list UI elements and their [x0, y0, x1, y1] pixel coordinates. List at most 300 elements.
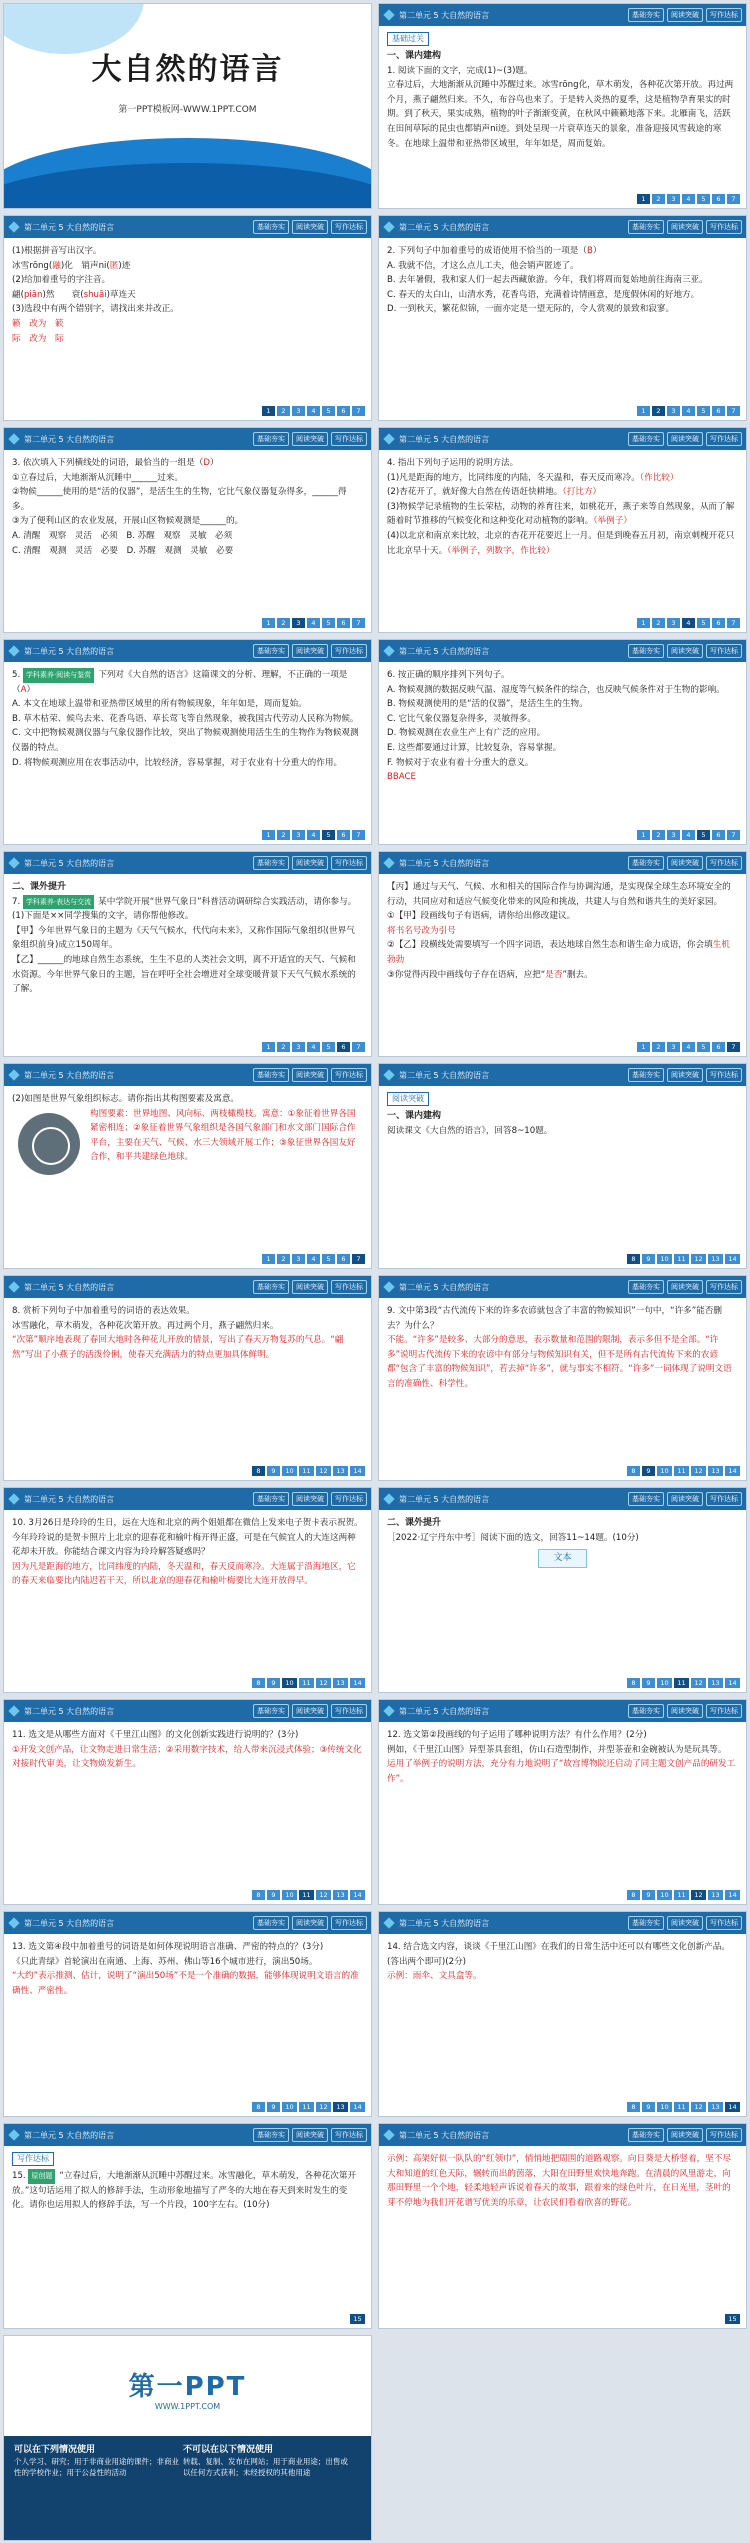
page-button[interactable]: 10 — [657, 1466, 672, 1476]
page-button[interactable]: 1 — [637, 830, 650, 840]
page-button[interactable]: 9 — [642, 1466, 655, 1476]
tab-basic[interactable]: 基础夯实 — [253, 1068, 289, 1082]
page-button[interactable]: 13 — [333, 1466, 348, 1476]
page-button[interactable]: 1 — [262, 1042, 275, 1052]
page-button[interactable]: 5 — [697, 1042, 710, 1052]
tab-reading[interactable]: 阅读突破 — [292, 2128, 328, 2142]
page-button[interactable]: 1 — [637, 1042, 650, 1052]
slide-header — [4, 640, 371, 662]
page-button[interactable]: 14 — [725, 1254, 740, 1264]
page-button[interactable]: 4 — [682, 1042, 695, 1052]
page-button[interactable]: 2 — [652, 194, 665, 204]
page-button[interactable]: 11 — [299, 1466, 314, 1476]
tab-basic[interactable]: 基础夯实 — [253, 644, 289, 658]
tab-writing[interactable]: 写作达标 — [706, 432, 742, 446]
page-button[interactable]: 2 — [652, 830, 665, 840]
unit-title: 第二单元 5 大自然的语言 — [24, 1494, 115, 1504]
unit-title: 第二单元 5 大自然的语言 — [399, 1494, 490, 1504]
page-button[interactable]: 12 — [316, 2102, 331, 2112]
page-button[interactable]: 10 — [282, 1890, 297, 1900]
page-button[interactable]: 9 — [267, 1678, 280, 1688]
slide-header — [379, 1912, 746, 1934]
answer: 将书名号改为引号 — [387, 925, 456, 936]
page-button[interactable]: 4 — [307, 830, 320, 840]
question: 5. 学科素养·阅读与鉴赏 下列对《大自然的语言》这篇课文的分析、理解，不正确的一项是（A） — [12, 670, 348, 695]
page-button[interactable]: 5 — [697, 830, 710, 840]
tab-writing[interactable]: 写作达标 — [706, 8, 742, 22]
tab-reading[interactable]: 阅读突破 — [292, 1280, 328, 1294]
tab-writing[interactable]: 写作达标 — [331, 1068, 367, 1082]
page-button[interactable]: 5 — [697, 194, 710, 204]
page-button[interactable]: 1 — [637, 194, 650, 204]
page-button[interactable]: 5 — [697, 618, 710, 628]
slide-5 — [3, 427, 372, 633]
page-button[interactable]: 1 — [262, 406, 275, 416]
tab-writing[interactable]: 写作达标 — [706, 856, 742, 870]
page-button[interactable]: 7 — [727, 830, 740, 840]
page-button[interactable]: 11 — [674, 1890, 689, 1900]
page-button[interactable]: 10 — [282, 2102, 297, 2112]
page-button[interactable]: 5 — [322, 830, 335, 840]
page-button[interactable]: 3 — [667, 830, 680, 840]
page-button[interactable]: 4 — [307, 406, 320, 416]
page-button[interactable]: 15 — [350, 2314, 365, 2324]
pager — [627, 1254, 740, 1264]
tab-writing[interactable]: 写作达标 — [331, 1704, 367, 1718]
page-button[interactable]: 4 — [307, 1254, 320, 1264]
unit-title: 第二单元 5 大自然的语言 — [399, 2130, 490, 2140]
page-button[interactable]: 7 — [352, 406, 365, 416]
page-button[interactable]: 9 — [642, 2102, 655, 2112]
page-button[interactable]: 13 — [708, 1678, 723, 1688]
page-button[interactable]: 11 — [299, 1678, 314, 1688]
page-button[interactable]: 8 — [627, 1890, 640, 1900]
slide-11 — [3, 1063, 372, 1269]
diamond-icon — [8, 221, 19, 232]
tab-reading[interactable]: 阅读突破 — [667, 2128, 703, 2142]
diamond-icon — [383, 1069, 394, 1080]
page-button[interactable]: 11 — [299, 2102, 314, 2112]
tab-reading[interactable]: 阅读突破 — [667, 1068, 703, 1082]
page-button[interactable]: 8 — [627, 1466, 640, 1476]
page-button[interactable]: 4 — [307, 618, 320, 628]
page-button[interactable]: 3 — [292, 830, 305, 840]
slide-header — [4, 2124, 371, 2146]
tab-basic[interactable]: 基础夯实 — [628, 432, 664, 446]
tab-basic[interactable]: 基础夯实 — [628, 1280, 664, 1294]
tab-writing[interactable]: 写作达标 — [331, 1916, 367, 1930]
page-button[interactable]: 2 — [652, 618, 665, 628]
instruction: 阅读课文《大自然的语言》，回答8~10题。 — [387, 1125, 553, 1136]
slide-15 — [3, 1487, 372, 1693]
tab-writing[interactable]: 写作达标 — [331, 856, 367, 870]
unit-title: 第二单元 5 大自然的语言 — [24, 222, 115, 232]
slide-20 — [378, 1911, 747, 2117]
page-button[interactable]: 4 — [682, 406, 695, 416]
page-button[interactable]: 6 — [712, 406, 725, 416]
question: 15. 原创题 “立春过后，大地渐渐从沉睡中苏醒过来。冰雪融化，草木萌发，各种花次第开放。”这句话运用了拟人的修辞手法，生动形象地描写了严冬的大地在春天到来时发生的变化。请你也运用拟人的修辞手法，写一个片段，100字左右。(10分) — [12, 2171, 357, 2211]
sentence: F. 物候对于农业有着十分重大的意义。 — [387, 757, 534, 768]
page-button[interactable]: 4 — [307, 1042, 320, 1052]
sentence: C. 它比气象仪器复杂得多，灵敏得多。 — [387, 713, 536, 724]
diamond-icon — [8, 433, 19, 444]
slide-grid — [3, 3, 747, 2541]
page-button[interactable]: 13 — [333, 2102, 348, 2112]
page-button[interactable]: 13 — [333, 1678, 348, 1688]
page-button[interactable]: 12 — [691, 1254, 706, 1264]
tab-basic[interactable]: 基础夯实 — [628, 1068, 664, 1082]
slide-body — [387, 1092, 738, 1250]
slide-body — [387, 1516, 738, 1674]
page-button[interactable]: 6 — [712, 830, 725, 840]
cover-subtitle: 第一PPT模板网-WWW.1PPT.COM — [118, 105, 257, 115]
page-button[interactable]: 10 — [282, 1466, 297, 1476]
brand-url: WWW.1PPT.COM — [154, 2402, 221, 2411]
tab-basic[interactable]: 基础夯实 — [628, 1704, 664, 1718]
question: 2. 下列句子中加着重号的成语使用不恰当的一项是（B） — [387, 246, 602, 256]
passage: 立春过后，大地渐渐从沉睡中苏醒过来。冰雪rōng化，草木萌发，各种花次第开放。再过两个月，燕子翩然归来。不久，布谷鸟也来了。于是转入炎热的夏季，这是植物孕育果实的时期。到了秋天，果实成熟，植物的叶子渐渐变黄，在秋风中籁籁地落下来。北雁南飞，活跃在田间草际的昆虫也都销声ni迹。到处呈现一片衰草连天的景象，准备迎接风雪载途的寒冬。在地球上温带和亚热带区域里，年年如是，周而复始。 — [387, 80, 734, 149]
text-button[interactable]: 文本 — [538, 1549, 586, 1568]
pager — [627, 2102, 740, 2112]
tab-reading[interactable]: 阅读突破 — [667, 432, 703, 446]
page-button[interactable]: 6 — [337, 830, 350, 840]
page-button[interactable]: 6 — [337, 1042, 350, 1052]
page-button[interactable]: 13 — [708, 2102, 723, 2112]
tab-reading[interactable]: 阅读突破 — [667, 1916, 703, 1930]
forbidden-column: 不可以在以下情况使用 转载、复制、发布在网站；用于商业用途；出售或以任何方式获利；未经授权的其他用途 — [182, 2445, 348, 2477]
tab-writing[interactable]: 写作达标 — [331, 432, 367, 446]
page-button[interactable]: 9 — [267, 2102, 280, 2112]
page-button[interactable]: 3 — [292, 1254, 305, 1264]
tab-writing[interactable]: 写作达标 — [706, 1916, 742, 1930]
page-button[interactable]: 12 — [691, 1890, 706, 1900]
tab-reading[interactable]: 阅读突破 — [292, 1704, 328, 1718]
page-button[interactable]: 2 — [277, 1254, 290, 1264]
diamond-icon — [383, 433, 394, 444]
tab-basic[interactable]: 基础夯实 — [628, 220, 664, 234]
page-button[interactable]: 1 — [262, 830, 275, 840]
slide-13 — [3, 1275, 372, 1481]
tab-basic[interactable]: 基础夯实 — [253, 1916, 289, 1930]
tab-reading[interactable]: 阅读突破 — [667, 220, 703, 234]
tab-reading[interactable]: 阅读突破 — [667, 1704, 703, 1718]
page-button[interactable]: 2 — [277, 406, 290, 416]
page-button[interactable]: 14 — [350, 2102, 365, 2112]
paragraph: 【丙】通过与天气、气候、水和相关的国际合作与协调沟通，是实现保全球生态环境安全的行动，共同应对和适应气候变化带来的风险和挑战，共建人与自然和谐共生的美好家园。 — [387, 882, 731, 907]
slide-body — [387, 668, 738, 826]
tab-writing[interactable]: 写作达标 — [706, 1492, 742, 1506]
section-heading: 二、课外提升 — [12, 882, 67, 892]
page-button[interactable]: 3 — [292, 406, 305, 416]
tab-reading[interactable]: 阅读突破 — [292, 1916, 328, 1930]
page-button[interactable]: 6 — [712, 618, 725, 628]
question: 4. 指出下列句子运用的说明方法。 — [387, 458, 519, 468]
page-button[interactable]: 1 — [262, 618, 275, 628]
page-button[interactable]: 10 — [657, 1254, 672, 1264]
page-button[interactable]: 2 — [277, 618, 290, 628]
pager — [350, 2314, 365, 2324]
page-button[interactable]: 3 — [667, 618, 680, 628]
slide-body — [12, 2152, 363, 2310]
page-button[interactable]: 7 — [352, 1042, 365, 1052]
question: 9. 文中第3段“古代流传下来的许多农谚就包含了丰富的物候知识”一句中，“许多”能否删去？为什么？ — [387, 1306, 722, 1331]
page-button[interactable]: 1 — [637, 618, 650, 628]
tab-writing[interactable]: 写作达标 — [706, 1704, 742, 1718]
tab-basic[interactable]: 基础夯实 — [628, 2128, 664, 2142]
sentence: B. 物候观测使用的是“活的仪器”，是活生生的生物。 — [387, 699, 588, 710]
tag-badge: 学科素养·表达与交流 — [23, 895, 94, 910]
slide-header — [4, 852, 371, 874]
page-button[interactable]: 5 — [322, 406, 335, 416]
usage-band — [4, 2436, 371, 2540]
tab-basic[interactable]: 基础夯实 — [253, 2128, 289, 2142]
tab-reading[interactable]: 阅读突破 — [292, 432, 328, 446]
page-button[interactable]: 14 — [725, 1466, 740, 1476]
diamond-icon — [383, 1281, 394, 1292]
page-button[interactable]: 10 — [657, 2102, 672, 2112]
page-button[interactable]: 10 — [657, 1678, 672, 1688]
wmo-emblem-icon — [18, 1113, 80, 1175]
unit-title: 第二单元 5 大自然的语言 — [399, 646, 490, 656]
page-button[interactable]: 9 — [642, 1254, 655, 1264]
page-button[interactable]: 14 — [350, 1890, 365, 1900]
unit-title: 第二单元 5 大自然的语言 — [24, 1070, 115, 1080]
slide-body — [12, 244, 363, 402]
page-button[interactable]: 8 — [627, 1678, 640, 1688]
page-button[interactable]: 6 — [337, 406, 350, 416]
page-button[interactable]: 13 — [333, 1890, 348, 1900]
diamond-icon — [8, 1917, 19, 1928]
tab-writing[interactable]: 写作达标 — [706, 1068, 742, 1082]
slide-19 — [3, 1911, 372, 2117]
page-button[interactable]: 7 — [727, 618, 740, 628]
tab-reading[interactable]: 阅读突破 — [292, 856, 328, 870]
page-button[interactable]: 11 — [674, 2102, 689, 2112]
page-button[interactable]: 13 — [708, 1254, 723, 1264]
unit-title: 第二单元 5 大自然的语言 — [399, 434, 490, 444]
page-button[interactable]: 7 — [727, 1042, 740, 1052]
tab-reading[interactable]: 阅读突破 — [667, 8, 703, 22]
page-button[interactable]: 5 — [697, 406, 710, 416]
tab-basic[interactable]: 基础夯实 — [628, 8, 664, 22]
answer: 不能。“许多”是较多、大部分的意思，表示数量和范围的限制，表示多但不是全部。“许多”说明古代流传下来的农谚中有部分与物候知识有关，但不是所有古代流传下来的农谚都“包含了丰富的物候知识”，若去掉“许多”，就与事实不相符。“许多”一词体现了说明文语言的准确性、科学性。 — [387, 1335, 732, 1389]
question: 13. 选文第④段中加着重号的词语是如何体现说明语言准确、严密的特点的？(3分) — [12, 1942, 324, 1952]
pager — [262, 1254, 365, 1264]
page-button[interactable]: 2 — [277, 830, 290, 840]
page-button[interactable]: 1 — [262, 1254, 275, 1264]
page-button[interactable]: 12 — [691, 1466, 706, 1476]
tab-reading[interactable]: 阅读突破 — [292, 1068, 328, 1082]
tab-reading[interactable]: 阅读突破 — [667, 644, 703, 658]
tab-basic[interactable]: 基础夯实 — [253, 1704, 289, 1718]
page-button[interactable]: 9 — [642, 1678, 655, 1688]
tab-basic[interactable]: 基础夯实 — [628, 1492, 664, 1506]
tab-writing[interactable]: 写作达标 — [331, 1280, 367, 1294]
tab-reading[interactable]: 阅读突破 — [292, 644, 328, 658]
diamond-icon — [8, 2129, 19, 2140]
page-button[interactable]: 8 — [627, 1254, 640, 1264]
slide-header — [4, 1700, 371, 1722]
page-button[interactable]: 11 — [299, 1890, 314, 1900]
unit-title: 第二单元 5 大自然的语言 — [399, 1070, 490, 1080]
tab-writing[interactable]: 写作达标 — [331, 1492, 367, 1506]
unit-title: 第二单元 5 大自然的语言 — [24, 434, 115, 444]
tab-basic[interactable]: 基础夯实 — [253, 432, 289, 446]
sentence: E. 这些都要通过计算，比较复杂，容易掌握。 — [387, 742, 562, 753]
tab-writing[interactable]: 写作达标 — [331, 644, 367, 658]
tab-writing[interactable]: 写作达标 — [331, 2128, 367, 2142]
page-button[interactable]: 4 — [682, 830, 695, 840]
page-button[interactable]: 2 — [652, 406, 665, 416]
page-button[interactable]: 5 — [322, 618, 335, 628]
page-button[interactable]: 12 — [316, 1466, 331, 1476]
tab-writing[interactable]: 写作达标 — [706, 1280, 742, 1294]
page-button[interactable]: 6 — [712, 1042, 725, 1052]
page-button[interactable]: 5 — [322, 1254, 335, 1264]
blank-line: ①立春过后，大地渐渐从沉睡中______过来。 — [12, 472, 183, 483]
page-button[interactable]: 12 — [691, 1678, 706, 1688]
page-button[interactable]: 8 — [252, 1678, 265, 1688]
slide-body — [387, 880, 738, 1038]
page-button[interactable]: 11 — [674, 1254, 689, 1264]
diamond-icon — [383, 1493, 394, 1504]
page-button[interactable]: 7 — [727, 194, 740, 204]
page-button[interactable]: 2 — [277, 1042, 290, 1052]
page-button[interactable]: 8 — [627, 2102, 640, 2112]
option-cd: C. 清醒 观测 灵活 必要 D. 苏醒 观测 灵敏 必要 — [12, 545, 234, 556]
pager — [262, 1042, 365, 1052]
pager — [252, 1678, 365, 1688]
tab-writing[interactable]: 写作达标 — [706, 2128, 742, 2142]
sub-question: ②【乙】段横线处需要填写一个四字词语，表达地球自然生态和谐生命力成语，你会填生机勃勃 — [387, 940, 730, 965]
page-button[interactable]: 12 — [691, 2102, 706, 2112]
question: (3)选段中有两个错别字，请找出来并改正。 — [12, 304, 179, 315]
slide-body — [387, 32, 738, 190]
page-button[interactable]: 9 — [267, 1890, 280, 1900]
sub-question: (2)如图是世界气象组织标志。请你指出其构图要素及寓意。 — [12, 1094, 240, 1104]
diamond-icon — [383, 645, 394, 656]
page-button[interactable]: 3 — [292, 1042, 305, 1052]
pager — [637, 194, 740, 204]
tab-basic[interactable]: 基础夯实 — [253, 220, 289, 234]
slide-header — [379, 852, 746, 874]
tab-writing[interactable]: 写作达标 — [706, 644, 742, 658]
tab-basic[interactable]: 基础夯实 — [628, 644, 664, 658]
tab-basic[interactable]: 基础夯实 — [628, 856, 664, 870]
page-button[interactable]: 14 — [725, 1890, 740, 1900]
tab-reading[interactable]: 阅读突破 — [292, 1492, 328, 1506]
page-button[interactable]: 3 — [667, 1042, 680, 1052]
page-button[interactable]: 6 — [337, 1254, 350, 1264]
tab-basic[interactable]: 基础夯实 — [253, 856, 289, 870]
page-button[interactable]: 13 — [708, 1466, 723, 1476]
page-button[interactable]: 4 — [682, 194, 695, 204]
page-button[interactable]: 7 — [352, 1254, 365, 1264]
page-button[interactable]: 9 — [267, 1466, 280, 1476]
slide-21 — [3, 2123, 372, 2329]
page-button[interactable]: 8 — [252, 2102, 265, 2112]
tab-reading[interactable]: 阅读突破 — [292, 220, 328, 234]
slide-header — [379, 428, 746, 450]
page-button[interactable]: 8 — [252, 1466, 265, 1476]
page-button[interactable]: 7 — [727, 406, 740, 416]
page-button[interactable]: 1 — [637, 406, 650, 416]
tab-reading[interactable]: 阅读突破 — [667, 1492, 703, 1506]
diamond-icon — [8, 1705, 19, 1716]
tab-basic[interactable]: 基础夯实 — [253, 1280, 289, 1294]
tab-basic[interactable]: 基础夯实 — [628, 1916, 664, 1930]
answer: “次第”顺序地表现了春回大地时各种花儿开放的情景，写出了春天万物复苏的气息。“翩然”写出了小燕子的活泼伶俐，使春天充满活力的特点更加具体鲜明。 — [12, 1335, 344, 1360]
page-button[interactable]: 12 — [316, 1890, 331, 1900]
tab-writing[interactable]: 写作达标 — [706, 220, 742, 234]
pager — [262, 618, 365, 628]
slide-header — [4, 428, 371, 450]
question: 8. 赏析下列句子中加着重号的词语的表达效果。 — [12, 1306, 195, 1316]
page-button[interactable]: 5 — [322, 1042, 335, 1052]
slide-18 — [378, 1699, 747, 1905]
page-button[interactable]: 6 — [712, 194, 725, 204]
unit-title: 第二单元 5 大自然的语言 — [24, 1706, 115, 1716]
sentence: (4)以北京和南京来比较，北京的杏花开花要迟上一月。但是到晚春五月初，南京刺槐开花只比北京早十天。（举例子，列数字，作比较） — [387, 530, 735, 556]
page-button[interactable]: 11 — [674, 1466, 689, 1476]
page-button[interactable]: 7 — [352, 830, 365, 840]
page-button[interactable]: 7 — [352, 618, 365, 628]
slide-body — [12, 1516, 363, 1674]
sentence: (3)物候学记录植物的生长荣枯，动物的养育往来，如桃花开，燕子来等自然现象，从而了解随着时节推移的气候变化和这种变化对动植物的影响。（举例子） — [387, 501, 735, 527]
page-button[interactable]: 13 — [708, 1890, 723, 1900]
page-button[interactable]: 14 — [350, 1678, 365, 1688]
page-button[interactable]: 9 — [642, 1890, 655, 1900]
slide-body — [387, 456, 738, 614]
page-button[interactable]: 11 — [674, 1678, 689, 1688]
page-button[interactable]: 12 — [316, 1678, 331, 1688]
section-label: 阅读突破 — [387, 1092, 429, 1106]
page-button[interactable]: 3 — [667, 406, 680, 416]
page-button[interactable]: 3 — [667, 194, 680, 204]
sentence: A. 物候观测的数据反映气温、湿度等气候条件的综合，也反映气候条件对于生物的影响。 — [387, 684, 725, 695]
slide-header — [4, 1276, 371, 1298]
page-button[interactable]: 2 — [652, 1042, 665, 1052]
pager — [627, 1678, 740, 1688]
tag-badge: 原创题 — [28, 2169, 55, 2184]
option-a: A. 本文在地球上温带和亚热带区域里的所有物候现象，年年如是，周而复始。 — [12, 699, 307, 710]
page-button[interactable]: 8 — [252, 1890, 265, 1900]
tab-reading[interactable]: 阅读突破 — [667, 856, 703, 870]
slide-body — [12, 1728, 363, 1886]
page-button[interactable]: 3 — [292, 618, 305, 628]
tab-writing[interactable]: 写作达标 — [331, 220, 367, 234]
page-button[interactable]: 10 — [282, 1678, 297, 1688]
slide-10 — [378, 851, 747, 1057]
question: 14. 结合选文内容，谈谈《千里江山图》在我们的日常生活中还可以有哪些文化创新产品。(答出两个即可)(2分) — [387, 1942, 730, 1967]
slide-header — [379, 1700, 746, 1722]
question: 1. 阅读下面的文字，完成(1)~(3)题。 — [387, 65, 533, 76]
page-button[interactable]: 6 — [337, 618, 350, 628]
page-button[interactable]: 4 — [682, 618, 695, 628]
tab-basic[interactable]: 基础夯实 — [253, 1492, 289, 1506]
diamond-icon — [8, 1493, 19, 1504]
answer: ①开发文创产品，让文物走进日常生活；②采用数字技术，给人带来沉浸式体验；③传统文化对接时代审美，让文物焕发新生。 — [12, 1744, 362, 1770]
page-button[interactable]: 10 — [657, 1890, 672, 1900]
sentence: (2)杏花开了，就好像大自然在传语赶快耕地。（打比方） — [387, 487, 602, 498]
page-button[interactable]: 15 — [725, 2314, 740, 2324]
page-button[interactable]: 14 — [725, 1678, 740, 1688]
paragraph: 【乙】______的地球自然生态系统，生生不息的人类社会文明，离不开适宜的天气、气候和水资源。今年世界气象日的主题，旨在呼吁全社会增进对全球变暖背景下天气气候水系统的了解。 — [12, 954, 356, 995]
page-button[interactable]: 14 — [350, 1466, 365, 1476]
tab-reading[interactable]: 阅读突破 — [667, 1280, 703, 1294]
page-button[interactable]: 14 — [725, 2102, 740, 2112]
sentence: (1)凡是距海的地方，比同纬度的内陆，冬天温和，春天反而寒冷。（作比较） — [387, 472, 679, 483]
